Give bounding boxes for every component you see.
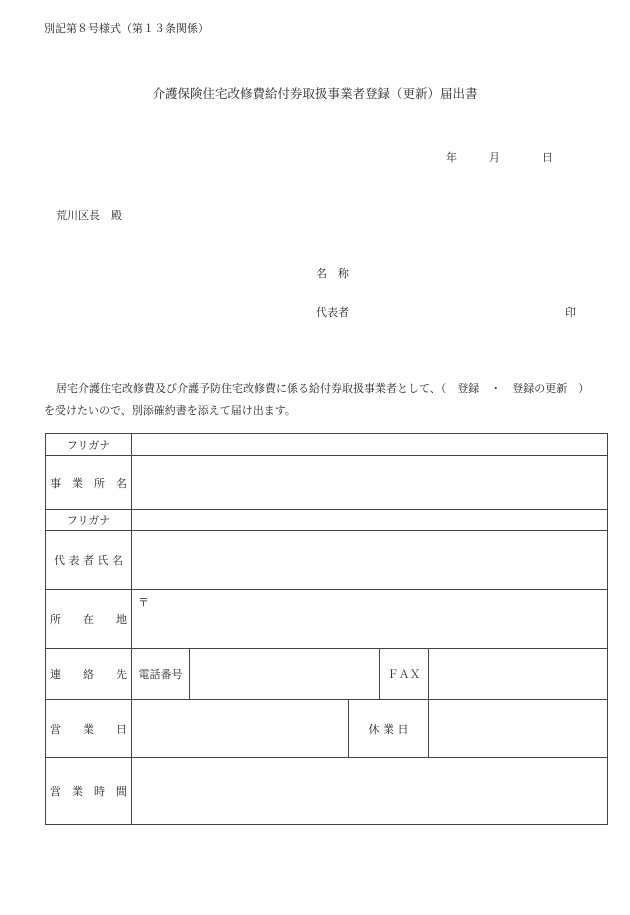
contact-label: 連 絡 先 (46, 649, 132, 700)
contact-row (46, 649, 608, 700)
closed-days-field[interactable] (429, 700, 608, 758)
business-hours-label: 営 業 時 間 (46, 758, 132, 825)
form-reference: 別記第８号様式（第１３条関係） (44, 22, 209, 35)
rep-name-field[interactable] (132, 531, 608, 590)
business-name-field[interactable] (132, 456, 608, 510)
location-row (46, 590, 608, 649)
business-furigana-field[interactable] (132, 434, 608, 456)
seal-label: 印 (565, 306, 576, 319)
date-year-label: 年 (446, 151, 457, 164)
closed-days-label: 休 業 日 (349, 700, 429, 758)
business-name-label: 事 業 所 名 (46, 456, 132, 510)
location-label: 所 在 地 (46, 590, 132, 649)
paragraph-line-1: 居宅介護住宅改修費及び介護予防住宅改修費に係る給付券取扱事業者として、（ 登録 ・ 登録の更新 ） (56, 382, 590, 395)
furigana-label: フリガナ (46, 510, 132, 531)
phone-label: 電話番号 (132, 649, 190, 700)
business-hours-row (46, 758, 608, 825)
fax-field[interactable] (429, 649, 608, 700)
business-days-field[interactable] (132, 700, 349, 758)
rep-name-row (46, 531, 608, 590)
postal-mark: 〒 (138, 596, 149, 609)
rep-name-label: 代 表 者 氏 名 (46, 531, 132, 590)
date-day-label: 日 (542, 151, 553, 164)
applicant-representative-label: 代表者 (316, 306, 349, 319)
registration-table (45, 433, 608, 825)
rep-furigana-row (46, 510, 608, 531)
form-title: 介護保険住宅改修費給付券取扱事業者登録（更新）届出書 (152, 86, 478, 101)
business-furigana-row (46, 434, 608, 456)
addressee: 荒川区長 殿 (56, 209, 122, 222)
location-field[interactable] (132, 590, 608, 649)
fax-label: ＦＡＸ (380, 649, 429, 700)
paragraph-line-2: を受けたいので、別添確約書を添えて届け出ます。 (44, 404, 296, 417)
business-hours-field[interactable] (132, 758, 608, 825)
phone-field[interactable] (190, 649, 380, 700)
rep-furigana-field[interactable] (132, 510, 608, 531)
business-name-row (46, 456, 608, 510)
applicant-name-label: 名 称 (316, 267, 349, 280)
furigana-label: フリガナ (46, 434, 132, 456)
business-days-row (46, 700, 608, 758)
date-month-label: 月 (489, 151, 500, 164)
business-days-label: 営 業 日 (46, 700, 132, 758)
